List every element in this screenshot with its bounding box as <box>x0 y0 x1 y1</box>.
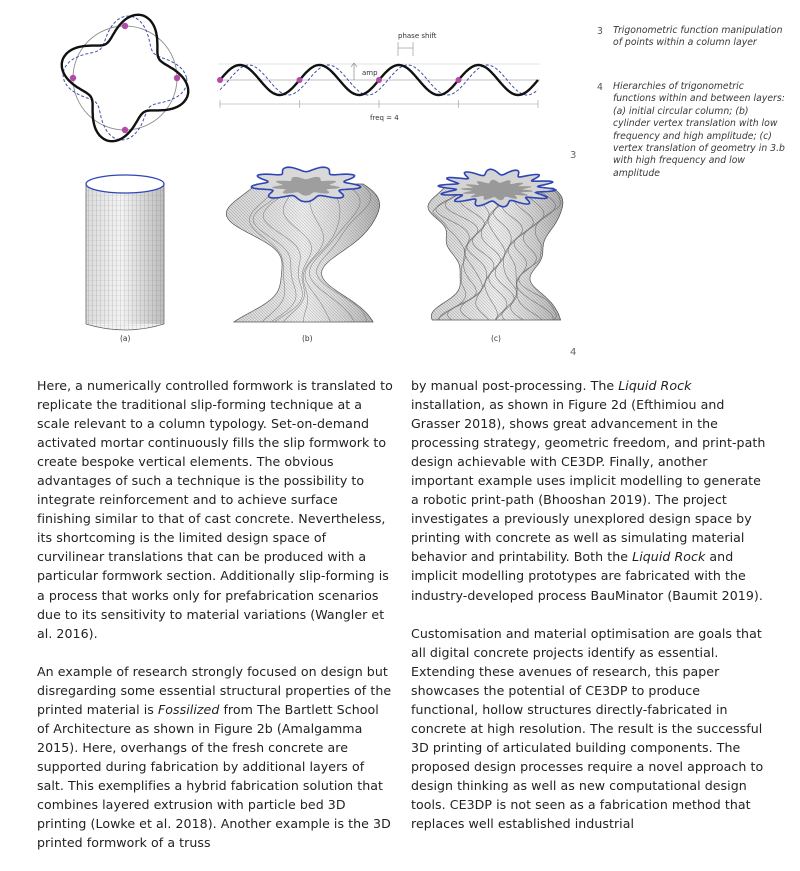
caption-3-number: 3 <box>597 26 603 37</box>
margin-figure-number-3: 3 <box>570 150 577 161</box>
column-a-cylinder <box>86 175 164 330</box>
phase-shift-label: phase shift <box>398 32 437 40</box>
paragraph-text: Here, a numerically controlled formwork is translated to replicate the traditional slip-forming technique at a scale relevant to a column typology. Set-on-demand activated mortar continuously fills the slip formwork to create bespoke vertical elements. The obvious advantages of such a technique is the possibility to integrate reinforcement and to achieve surface finishing similar to that of cast concrete. Nevertheless, its shortcoming is the limited design space of curvilinear translations that can be produced with a particular formwork section. Additionally slip-forming is a process that works only for prefabrication scenarios due to its sensitivity to material variations (Wangler et al. 2016). <box>37 378 393 641</box>
paragraph <box>411 624 769 834</box>
column-b-twisted <box>226 167 379 322</box>
panel-label-b: (b) <box>302 334 313 343</box>
amplitude-label: amp <box>362 69 378 77</box>
project-name-liquid-rock: Liquid Rock <box>618 378 692 393</box>
paragraph-text: and implicit modelling prototypes are fabricated with the industry-developed process BauMinator (Baumit 2019). <box>411 549 763 603</box>
frequency-label: freq = 4 <box>370 114 399 122</box>
panel-label-a: (a) <box>120 334 131 343</box>
body-column-right <box>411 376 769 852</box>
paragraph-text: Customisation and material optimisation are goals that all digital concrete projects identify as essential. Extending these avenues of research, this paper showcases the potential of CE3DP to produce functional, hollow structures directly-fabricated in concrete at high resolution. The result is the successful 3D printing of articulated building components. The proposed design processes require a novel approach to design thinking as well as new computational design tools. CE3DP is not seen as a fabrication method that replaces well established industrial <box>411 625 764 832</box>
paragraph-text: installation, as shown in Figure 2d (Efthimiou and Grasser 2018), shows great advancement in the processing strategy, geometric freedom, and print-path design achievable with CE3DP. Finally, another important example uses implicit modelling to generate a robotic print-path (Bhooshan 2019). The project investigates a previously unexplored design space by printing with concrete as well as simulating material behavior and printability. Both the <box>411 397 766 565</box>
panel-label-c: (c) <box>491 334 501 343</box>
margin-figure-number-4: 4 <box>570 347 577 358</box>
figure-3-4 <box>0 0 800 370</box>
paragraph <box>37 662 395 852</box>
column-c-fluted <box>428 169 563 320</box>
body-column-left <box>37 376 395 871</box>
paragraph <box>411 376 769 605</box>
project-name-fossilized: Fossilized <box>157 701 220 717</box>
caption-4-number: 4 <box>597 82 603 93</box>
layer-plan-diagram <box>62 15 188 141</box>
paragraph-text: An example of research strongly focused on design but disregarding some essential structural properties of the printed material is <box>37 663 392 717</box>
caption-3-text: Trigonometric function manipulation of points within a column layer <box>613 25 783 49</box>
sine-wave-diagram <box>217 32 540 122</box>
paragraph-text: from The Bartlett School of Architecture as shown in Figure 2b (Amalgamma 2015). Here, overhangs of the fresh concrete are supported during fabrication by additional layers of salt. This exemplifies a hybrid fabrication solution that combines layered extrusion with particle bed 3D printing (Lowke et al. 2018). Another example is the 3D printed formwork of a truss <box>37 701 391 851</box>
paragraph <box>37 376 395 643</box>
paragraph-text: by manual post-processing. The <box>411 378 619 393</box>
caption-4-text: Hierarchies of trigonometric functions within and between layers: (a) initial circular column; (b) cylinder vertex translation with low frequency and high amplitude; (c) vertex translation of geometry in 3.b with high frequency and low amplitude <box>613 81 785 179</box>
project-name-liquid-rock: Liquid Rock <box>632 549 706 565</box>
